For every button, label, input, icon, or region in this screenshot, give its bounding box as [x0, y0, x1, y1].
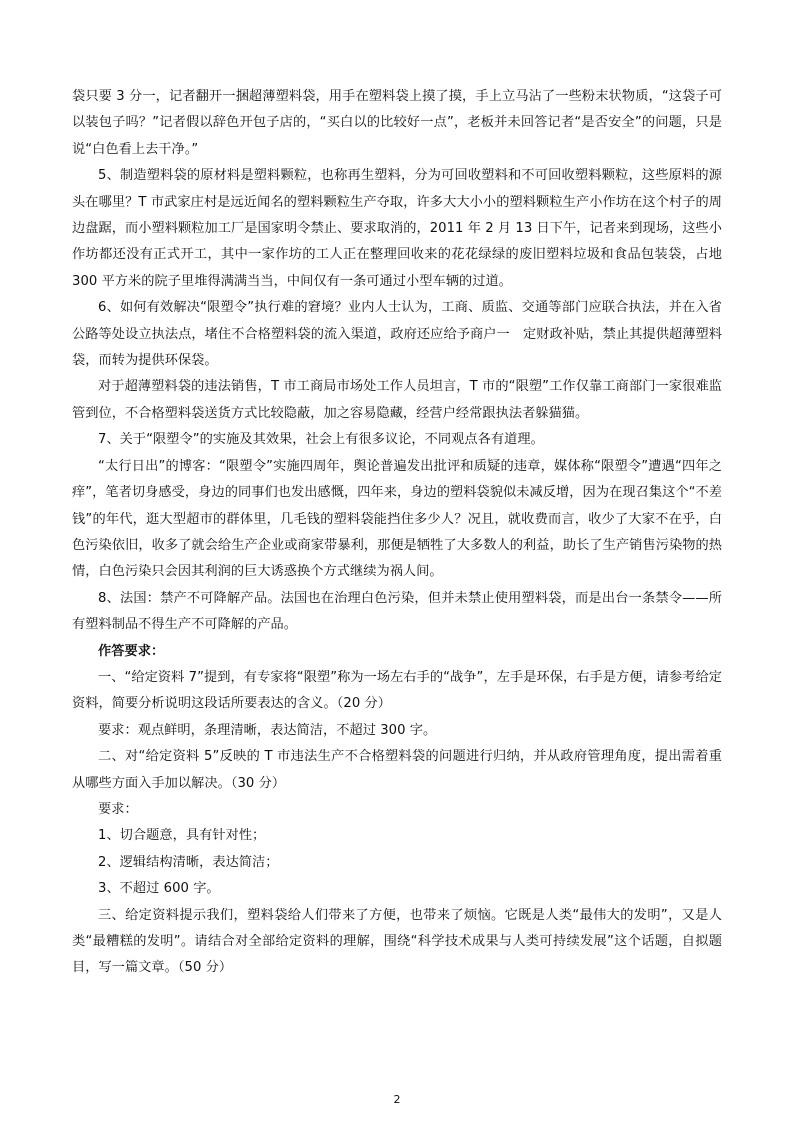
- question-one-requirements: 要求：观点鲜明，条理清晰，表达简洁，不超过 300 字。: [98, 722, 437, 738]
- paragraph-material-7-intro: 7、关于“限塑令”的实施及其效果，社会上有很多议论，不同观点各有道理。: [98, 432, 544, 448]
- paragraph-material-7-blog: “太行日出”的博客：“限塑令”实施四周年，舆论普遍发出批评和质疑的违章，媒体称“限塑令”遭遇“四年之痒”，笔者切身感受，身边的同事们也发出感慨，四年来，身边的塑料袋貌似未减反增，因为在现召集这个“不差钱”的年代，逛大型超市的群体里，几毛钱的塑料袋能挡住多少人？况且，就收费而言，收少了大家不在乎，白色污染依旧，收多了就会给生产企业或商家带暴利，那便是牺牲了大多数人的利益，助长了生产销售污染物的热情，白色污染只会因其利润的巨大诱惑换个方式继续为祸人间。: [72, 458, 722, 580]
- paragraph-material-6-commerce-bureau: 对于超薄塑料袋的违法销售，T 市工商局市场处工作人员坦言，T 市的“限塑”工作仅靠工商部门一家很难监管到位，不合格塑料袋送货方式比较隐蔽，加之容易隐藏，经营户经常跟执法者躲猫猫。: [72, 379, 722, 421]
- question-two-requirement-3: 3、不超过 600 字。: [98, 881, 220, 897]
- question-one: 一、“给定资料 7”提到，有专家将“限塑”称为一场左右手的“战争”，左手是环保，右手是方便，请参考给定资料，简要分析说明这段话所要表达的含义。（20 分）: [72, 669, 722, 712]
- paragraph-material-4-continuation: 袋只要 3 分一，记者翻开一捆超薄塑料袋，用手在塑料袋上摸了摸，手上立马沾了一些粉末状物质，“这袋子可以装包子吗？”记者假以辞色开包子店的，“买白以的比较好一点”，老板并未回答记者“是否安全”的问题，只是说“白色看上去干净。”: [72, 89, 722, 157]
- question-two-requirements-label: 要求：: [98, 801, 138, 817]
- requirements-title: 作答要求：: [98, 643, 165, 659]
- paragraph-material-6: 6、如何有效解决“限塑令”执行难的窘境？业内人士认为，工商、质监、交通等部门应联合执法，并在入省公路等处设立执法点，堵住不合格塑料袋的流入渠道，政府还应给予商户一 定财政补贴，禁止其提供超薄塑料袋，而转为提供环保袋。: [72, 300, 722, 369]
- question-two: 二、对“给定资料 5”反映的 T 市违法生产不合格塑料袋的问题进行归纳，并从政府管理角度，提出需着重从哪些方面入手加以解决。（30 分）: [72, 749, 722, 791]
- question-three: 三、给定资料提示我们，塑料袋给人们带来了方便，也带来了烦恼。它既是人类“最伟大的发明”，又是人类“最糟糕的发明”。请结合对全部给定资料的理解，围绕“科学技术成果与人类可持续发展”这个话题，自拟题目，写一篇文章。（50 分）: [72, 907, 722, 976]
- question-two-requirement-1: 1、切合题意，具有针对性；: [98, 828, 266, 844]
- document-body: [72, 84, 722, 982]
- page-number: 2: [393, 1093, 401, 1106]
- question-two-requirement-2: 2、逻辑结构清晰，表达简洁；: [98, 854, 279, 870]
- paragraph-material-5: 5、制造塑料袋的原材料是塑料颗粒，也称再生塑料，分为可回收塑料和不可回收塑料颗粒，这些原料的源头在哪里？T 市武家庄村是远近闻名的塑料颗粒生产夺取，许多大大小小的塑料颗粒生产小作坊在这个村子的周边盘踞，而小塑料颗粒加工厂是国家明令禁止、要求取消的，2011 年 2 月 13 日下午，记者来到现场，这些小作坊都还没有正式开工，其中一家作坊的工人正在整理回收来的花花绿绿的废旧塑料垃圾和食品包装袋，占地 300 平方米的院子里堆得满满当当，中间仅有一条可通过小型车辆的过道。: [72, 168, 722, 289]
- paragraph-material-8: 8、法国：禁产不可降解产品。法国也在治理白色污染，但并未禁止使用塑料袋，而是出台一条禁令——所有塑料制品不得生产不可降解的产品。: [72, 590, 722, 633]
